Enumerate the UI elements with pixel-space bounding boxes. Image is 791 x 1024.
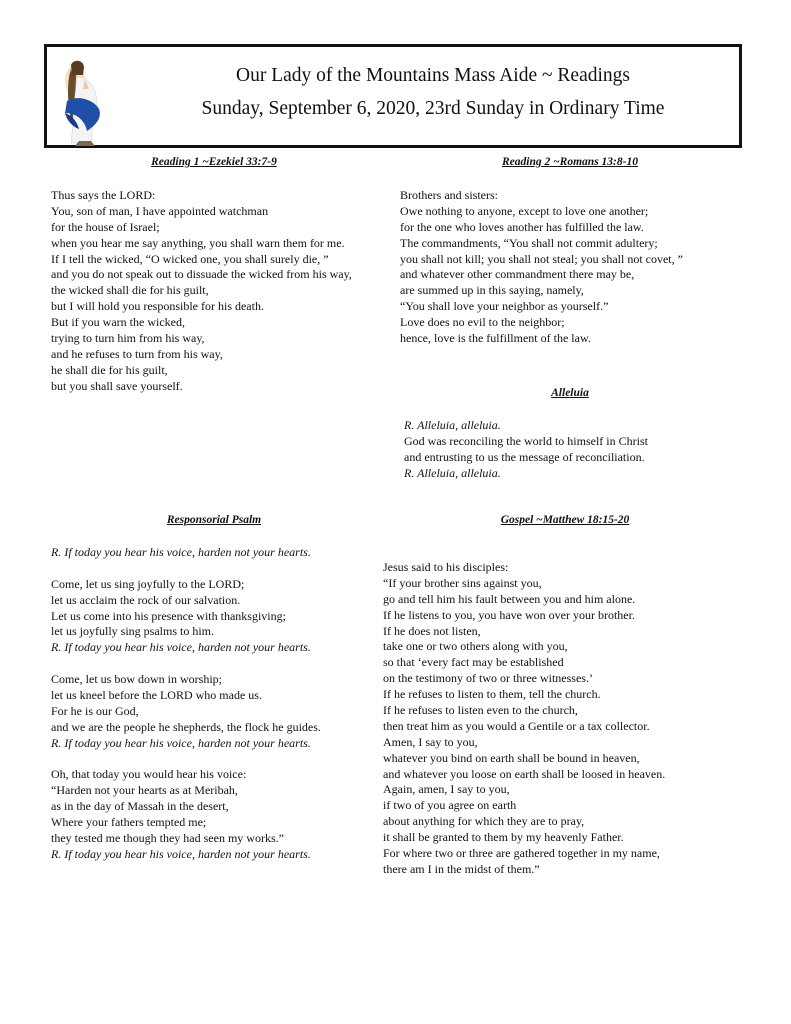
gospel-line: there am I in the midst of them.” — [383, 861, 540, 876]
reading1-title: Reading 1 ~Ezekiel 33:7-9 — [151, 156, 277, 168]
psalm-response: R. If today you hear his voice, harden not your hearts. — [51, 545, 311, 559]
psalm-line: let us kneel before the LORD who made us. — [51, 688, 262, 703]
psalm-line: let us joyfully sing psalms to him. — [51, 624, 215, 639]
reading2-line: are summed up in this saying, namely, — [400, 283, 584, 298]
reading2-title: Reading 2 ~Romans 13:8-10 — [502, 156, 638, 168]
psalm-line: For he is our God, — [51, 703, 139, 718]
gospel-line: take one or two others along with you, — [383, 639, 568, 654]
gospel-line: Amen, I say to you, — [383, 734, 478, 749]
psalm-line: let us acclaim the rock of our salvation. — [51, 592, 241, 607]
alleluia-title: Alleluia — [551, 387, 589, 399]
psalm-line: Come, let us sing joyfully to the LORD; — [51, 576, 245, 591]
reading1-line: but you shall save yourself. — [51, 378, 183, 393]
gospel-line: “If your brother sins against you, — [383, 575, 542, 590]
gospel-line: For where two or three are gathered together in my name, — [383, 846, 660, 861]
alleluia-text — [404, 418, 648, 482]
psalm-response: R. If today you hear his voice, harden not your hearts. — [51, 640, 311, 655]
gospel-text — [383, 560, 665, 878]
gospel-line: so that ‘every fact may be established — [383, 655, 564, 670]
reading1-line: and he refuses to turn from his way, — [51, 346, 223, 361]
psalm-text — [51, 545, 321, 863]
gospel-line: If he refuses to listen even to the church, — [383, 703, 578, 718]
gospel-line: If he refuses to listen to them, tell the church. — [383, 687, 601, 702]
reading1-line: the wicked shall die for his guilt, — [51, 283, 209, 298]
gospel-line: if two of you agree on earth — [383, 798, 517, 813]
reading1-line: If I tell the wicked, “O wicked one, you shall surely die, ” — [51, 251, 329, 266]
reading2-line: Love does no evil to the neighbor; — [400, 315, 565, 330]
stanza-gap — [51, 561, 321, 577]
reading1-line: trying to turn him from his way, — [51, 331, 205, 346]
gospel-line: go and tell him his fault between you and him alone. — [383, 591, 636, 606]
page-subtitle: Sunday, September 6, 2020, 23rd Sunday in Ordinary Time — [201, 98, 665, 119]
gospel-line: whatever you bind on earth shall be bound in heaven, — [383, 750, 640, 765]
psalm-response: R. If today you hear his voice, harden not your hearts. — [51, 735, 311, 750]
reading1-line: for the house of Israel; — [51, 219, 160, 234]
gospel-line: If he listens to you, you have won over your brother. — [383, 607, 635, 622]
reading2-line: Owe nothing to anyone, except to love one another; — [400, 203, 649, 218]
psalm-line: they tested me though they had seen my works.” — [51, 831, 284, 846]
gospel-line: If he does not listen, — [383, 623, 481, 638]
gospel-line: on the testimony of two or three witnesses.’ — [383, 671, 593, 686]
reading1-line: but I will hold you responsible for his death. — [51, 299, 264, 314]
reading1-line: when you hear me say anything, you shall warn them for me. — [51, 235, 345, 250]
psalm-line: as in the day of Massah in the desert, — [51, 799, 229, 814]
psalm-title: Responsorial Psalm — [166, 514, 262, 526]
reading1-line: You, son of man, I have appointed watchman — [51, 203, 269, 218]
page-title: Our Lady of the Mountains Mass Aide ~ Readings — [236, 65, 630, 86]
reading2-line: you shall not kill; you shall not steal; you shall not covet, ” — [400, 251, 683, 266]
alleluia-verse-line: and entrusting to us the message of reconciliation. — [404, 449, 645, 464]
psalm-line: Oh, that today you would hear his voice: — [51, 767, 247, 782]
stanza-gap — [51, 752, 321, 768]
gospel-line: then treat him as you would a Gentile or a tax collector. — [383, 718, 650, 733]
reading2-line: for the one who loves another has fulfilled the law. — [400, 219, 644, 234]
gospel-line: Again, amen, I say to you, — [383, 782, 510, 797]
psalm-line: “Harden not your hearts as at Meribah, — [51, 783, 238, 798]
gospel-line: Jesus said to his disciples: — [383, 560, 509, 574]
reading2-text — [400, 188, 683, 347]
gospel-line: about anything for which they are to pray, — [383, 814, 585, 829]
alleluia-response: R. Alleluia, alleluia. — [404, 418, 501, 432]
gospel-line: it shall be granted to them by my heavenly Father. — [383, 830, 624, 845]
reading2-line: and whatever other commandment there may be, — [400, 267, 635, 282]
reading2-line: hence, love is the fulfillment of the law. — [400, 331, 591, 346]
reading2-line: The commandments, “You shall not commit adultery; — [400, 235, 658, 250]
madonna-image — [57, 51, 111, 147]
reading1-line: and you do not speak out to dissuade the wicked from his way, — [51, 267, 352, 282]
header-box — [44, 44, 742, 148]
reading2-line: Brothers and sisters: — [400, 188, 498, 202]
psalm-line: and we are the people he shepherds, the flock he guides. — [51, 719, 321, 734]
reading1-line: Thus says the LORD: — [51, 188, 156, 202]
psalm-line: Where your fathers tempted me; — [51, 815, 207, 830]
stanza-gap — [51, 656, 321, 672]
reading1-line: he shall die for his guilt, — [51, 362, 168, 377]
reading1-text — [51, 188, 352, 395]
alleluia-verse-line: God was reconciling the world to himself in Christ — [404, 433, 648, 448]
gospel-line: and whatever you loose on earth shall be loosed in heaven. — [383, 766, 666, 781]
psalm-response: R. If today you hear his voice, harden not your hearts. — [51, 846, 311, 861]
gospel-title: Gospel ~Matthew 18:15-20 — [500, 514, 630, 526]
reading2-line: “You shall love your neighbor as yourself.” — [400, 299, 609, 314]
alleluia-response: R. Alleluia, alleluia. — [404, 465, 501, 480]
psalm-line: Let us come into his presence with thanksgiving; — [51, 608, 286, 623]
reading1-line: But if you warn the wicked, — [51, 315, 185, 330]
psalm-line: Come, let us bow down in worship; — [51, 672, 222, 687]
